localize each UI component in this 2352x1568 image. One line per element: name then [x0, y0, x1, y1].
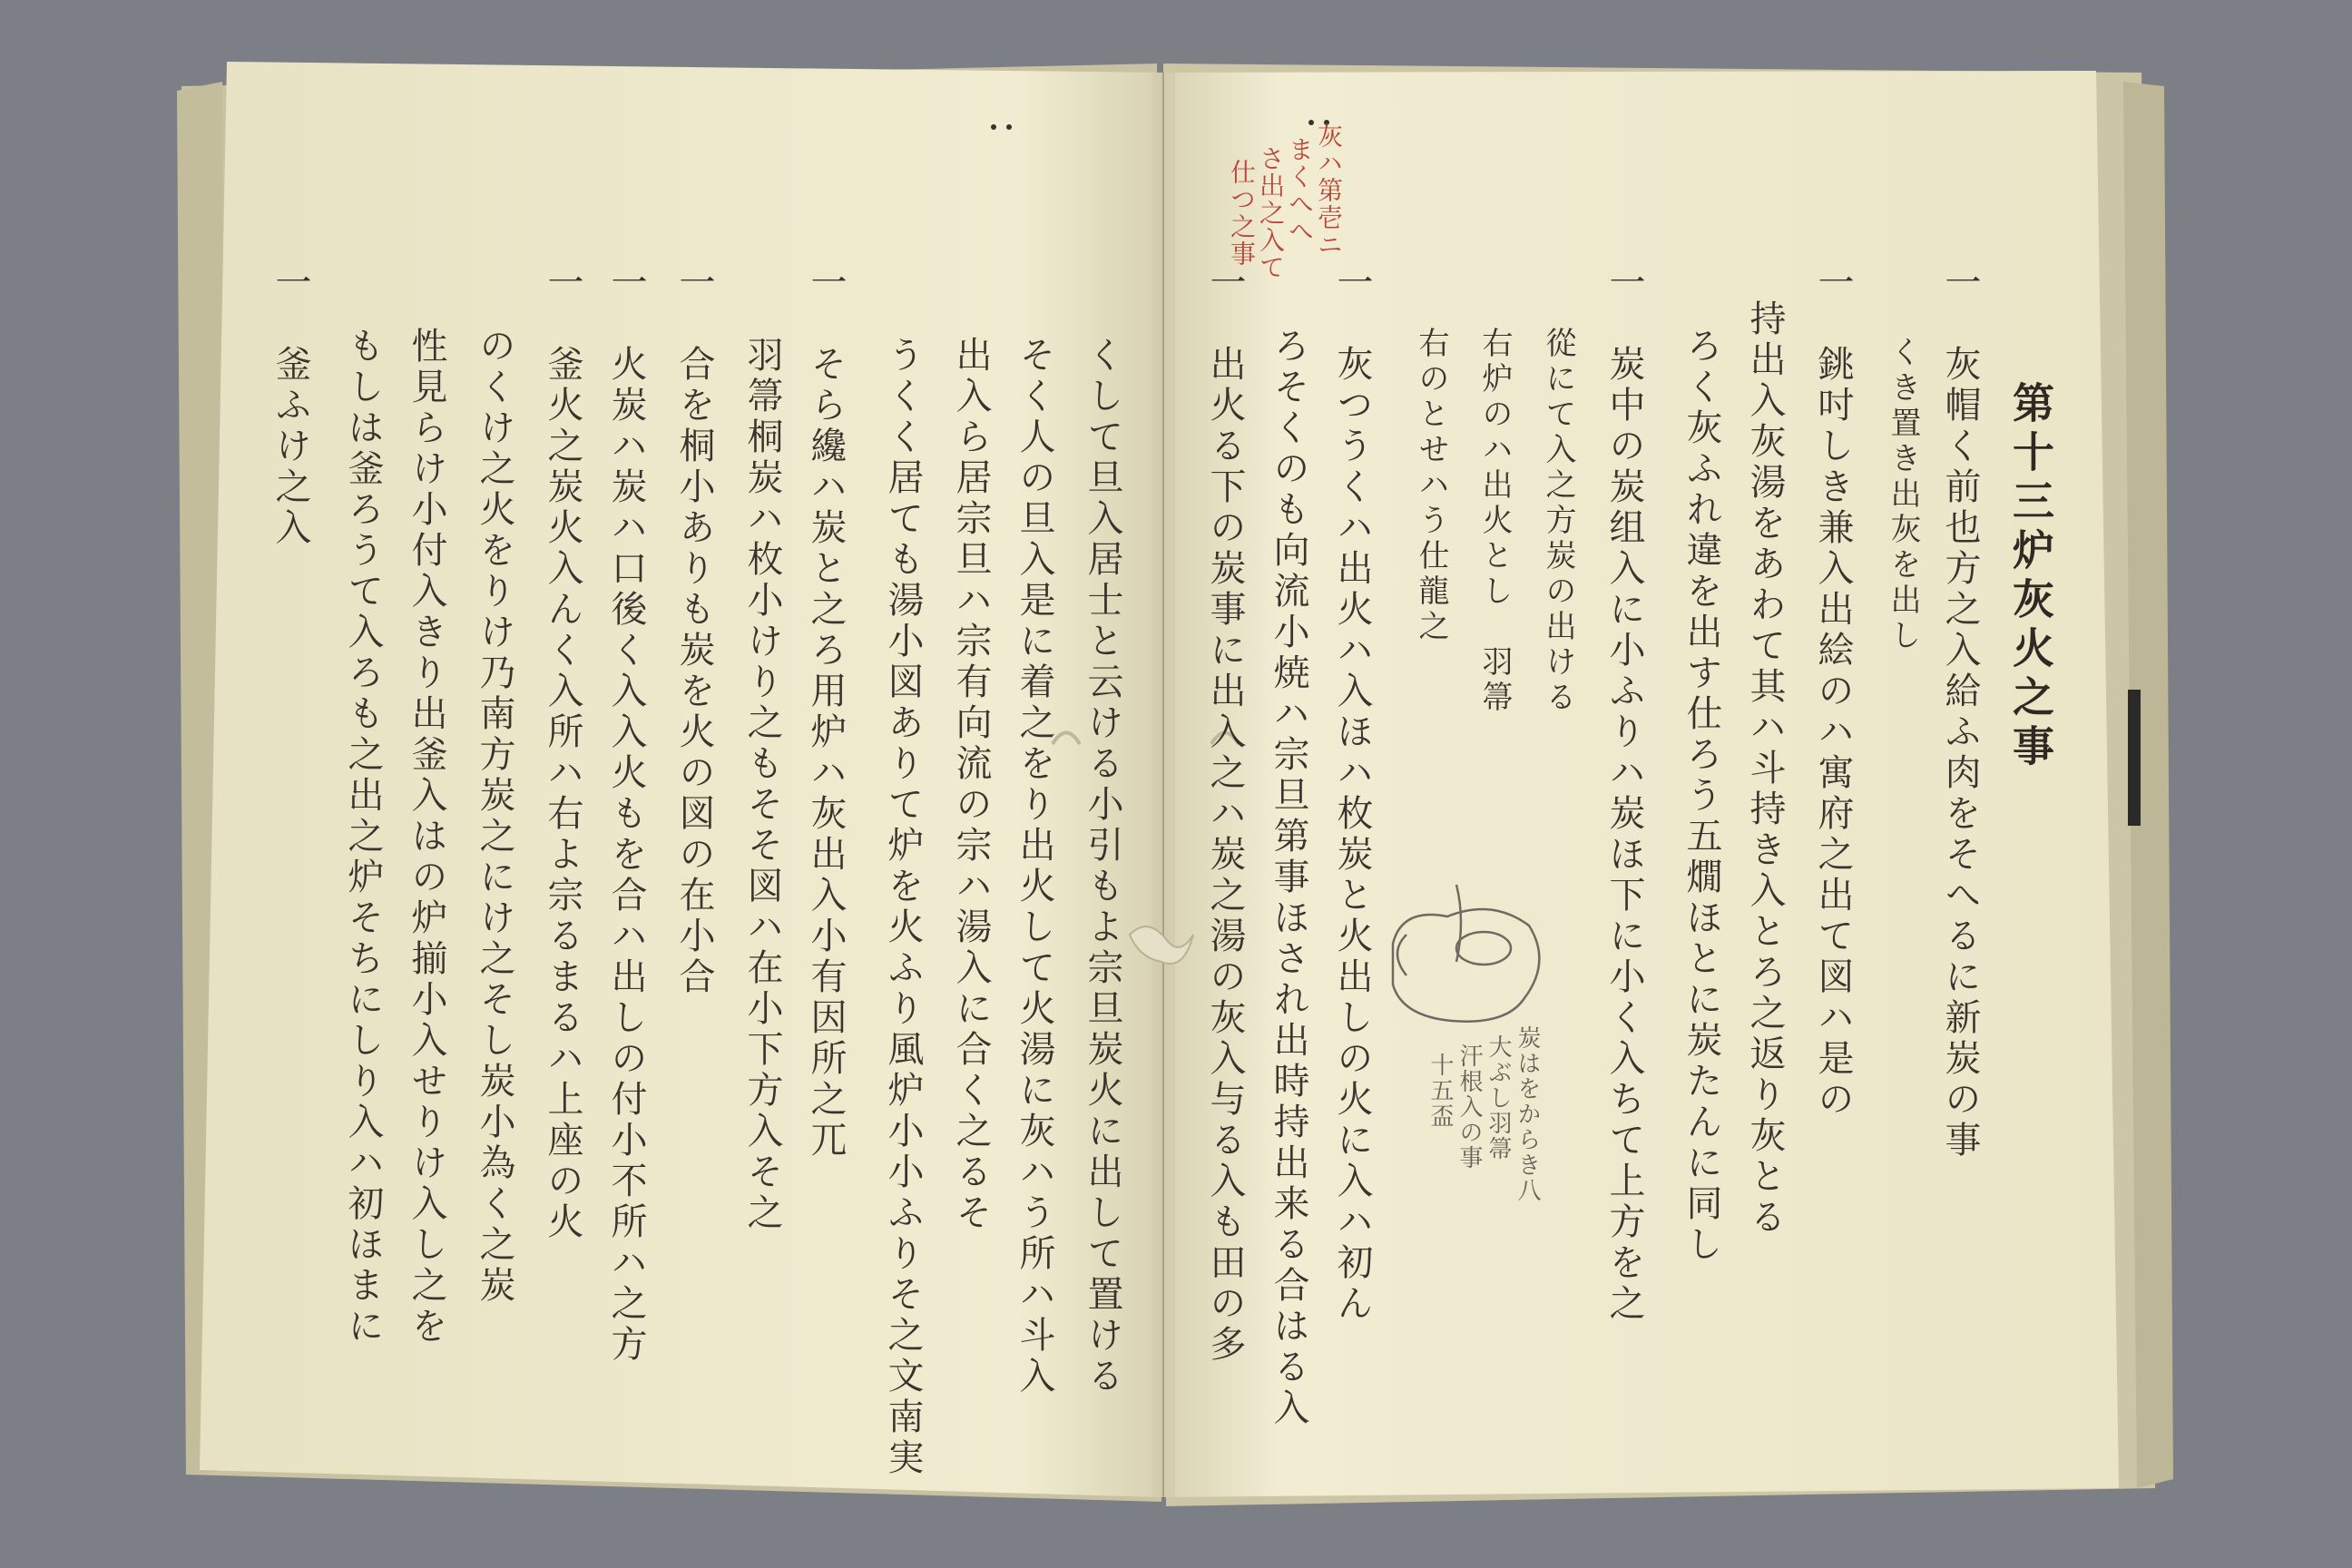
red-annotation-line: 仕つ之事 — [1227, 159, 1257, 268]
text-column: くして旦入居士と云ける小引もよ宗旦炭火に出して置ける — [1082, 336, 1123, 1397]
text-column: 一 釜ふけ之入 — [270, 263, 311, 549]
text-column: 羽箒桐炭ハ枚小けり之もそそ図ハ在小下方入そ之 — [741, 336, 783, 1234]
red-annotation-line: さ出之入て — [1256, 145, 1286, 281]
red-annotation-line: まくへへ — [1285, 136, 1315, 245]
text-column: 一 灰帽く前也方之入給ふ肉をそへるに新炭の事 — [1939, 263, 1981, 1161]
text-column: ろく灰ふれ違を出す仕ろう五燗ほとに炭たんに同し — [1681, 327, 1722, 1266]
text-column: 出入ら居宗旦ハ宗有向流の宗ハ湯入に合く之るそ — [950, 336, 992, 1234]
text-column: 一 出火る下の炭事に出入之ハ炭之湯の灰入与る入も田の多 — [1204, 263, 1246, 1366]
text-column: 右炉のハ出火とし 羽箒 — [1476, 327, 1513, 716]
diagram-caption-line: 十五盃 — [1426, 1053, 1454, 1129]
text-column: うくく居ても湯小図ありて炉を火ふり風炉小小ふりそ之文南実 — [882, 336, 924, 1479]
chapter-title: 第十三炉灰火之事 — [2006, 381, 2055, 773]
text-column: 一 そら纔ハ炭と之ろ用炉ハ灰出入小有因所之兀 — [805, 263, 847, 1161]
diagram-caption-line: 炭はをからき八 — [1514, 1025, 1541, 1203]
text-column: くき置き出灰を出し — [1885, 336, 1921, 654]
text-column: 一 火炭ハ炭ハ口後く入入火もを合ハ出しの付小不所ハ之方 — [605, 263, 647, 1366]
text-column: 一 釜火之炭火入んく入所ハ右よ宗るまるハ上座の火 — [542, 263, 583, 1243]
text-column: 一 合を桐小ありも炭を火の図の在小合 — [673, 263, 715, 998]
text-column: のくけ之火をりけ乃南方炭之にけ之そし炭小為く之炭 — [474, 327, 515, 1307]
text-column: もしは釜ろうて入ろも之出之炉そちにしり入ハ初ほまに — [342, 327, 384, 1348]
text-column: ろそくのも向流小焼ハ宗旦第事ほされ出時持出来る合はる入 — [1268, 327, 1309, 1429]
text-column: 性見らけ小付入きり出釜入はの炉揃小入せりけ入し之を — [406, 327, 447, 1348]
red-annotation-line: 灰ハ第壱ニ — [1314, 122, 1344, 259]
text-column: 從にて入之方炭の出ける — [1540, 327, 1576, 716]
diagram-caption-line: 大ぶし羽箒 — [1485, 1034, 1512, 1161]
diagram-caption-line: 汗根入の事 — [1455, 1044, 1483, 1171]
text-column: 一 炭中の炭组入に小ふりハ炭ほ下に小く入ちて上方を之 — [1603, 263, 1645, 1325]
text-column: そく人の旦入是に着之をり出火して火湯に灰ハう所ハ斗入 — [1014, 336, 1055, 1397]
text-column: 右のとせハう仕龍之 — [1413, 327, 1449, 645]
text-column: 一 銚吋しき兼入出絵のハ寓府之出て図ハ是の — [1812, 263, 1854, 1121]
text-column: 一 灰つうくハ出火ハ入ほハ枚炭と火出しの火に入ハ初ん — [1331, 263, 1373, 1325]
text-column: 持出入灰湯をあわて其ハ斗持き入とろ之返り灰とる — [1744, 299, 1786, 1239]
